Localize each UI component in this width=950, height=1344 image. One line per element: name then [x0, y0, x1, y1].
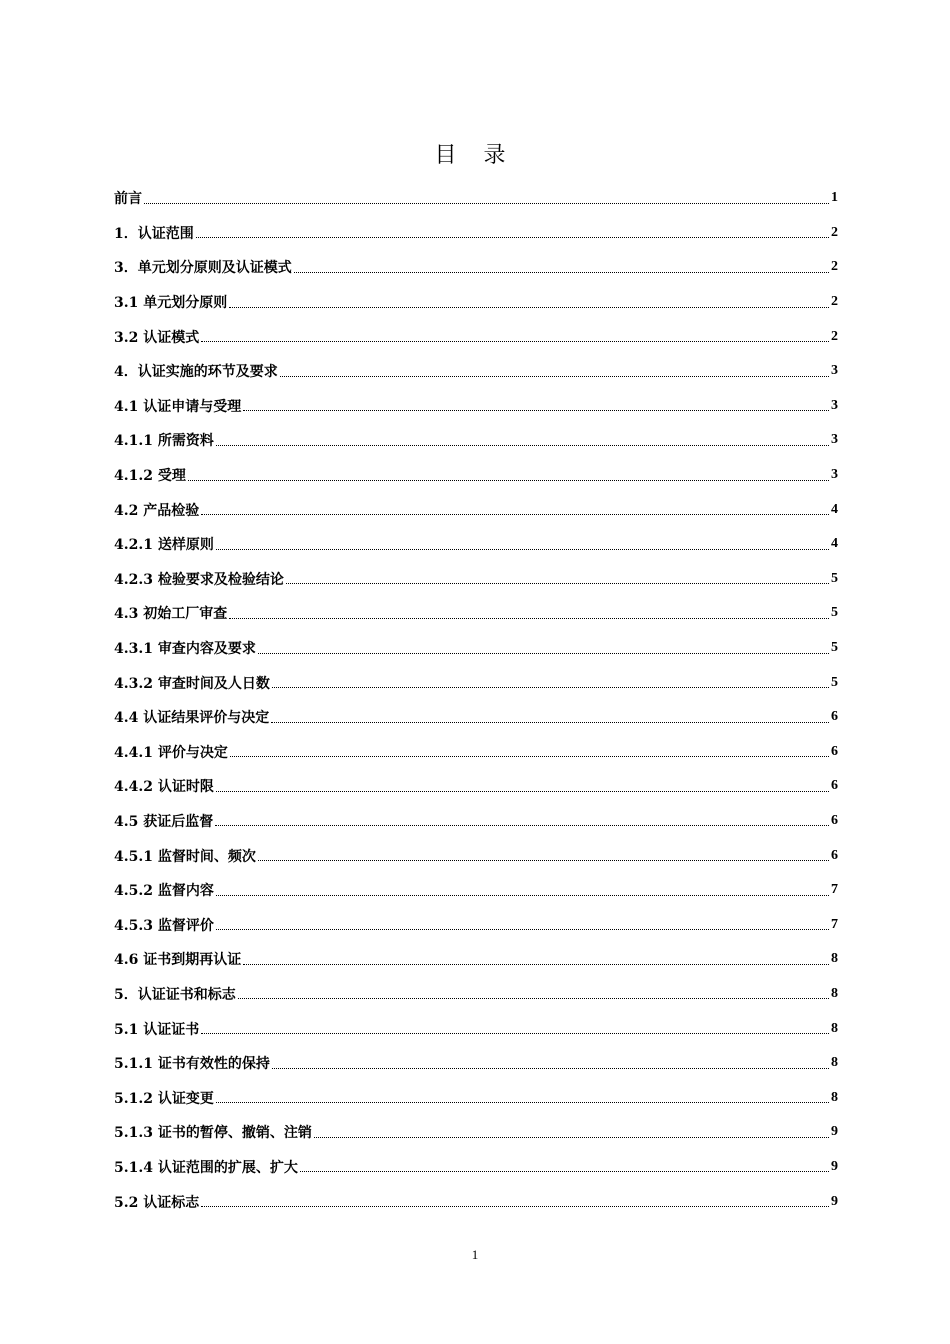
toc-entry-page: 9 — [831, 1124, 838, 1140]
toc-entry[interactable] — [114, 389, 838, 424]
toc-entry-label: 4.5.1 监督时间、频次 — [114, 848, 256, 865]
toc-entry-page: 9 — [831, 1193, 838, 1209]
toc-dot-leader — [280, 376, 829, 377]
toc-entry-label: 4.5 获证后监督 — [114, 813, 214, 830]
toc-entry-label: 4.3.2 审查时间及人日数 — [114, 675, 270, 692]
toc-entry-page: 4 — [831, 501, 838, 517]
toc-entry[interactable] — [114, 1080, 838, 1115]
toc-entry-page: 3 — [831, 432, 838, 448]
toc-entry-page: 2 — [831, 328, 838, 344]
toc-entry[interactable] — [114, 492, 838, 527]
toc-entry[interactable] — [114, 423, 838, 458]
toc-entry-label: 5.1.3 证书的暂停、撤销、注销 — [114, 1125, 312, 1142]
toc-entry-label: 4.2.1 送样原则 — [114, 537, 214, 554]
toc-dot-leader — [314, 1137, 829, 1138]
toc-dot-leader — [188, 480, 829, 481]
toc-entry-label: 4.2 产品检验 — [114, 502, 200, 519]
toc-entry-label: 3.1 单元划分原则 — [114, 295, 228, 312]
toc-entry[interactable] — [114, 596, 838, 631]
toc-dot-leader — [216, 445, 829, 446]
toc-entry[interactable] — [114, 181, 838, 216]
toc-dot-leader — [258, 653, 829, 654]
toc-dot-leader — [243, 964, 829, 965]
toc-entry-label: 5.1 认证证书 — [114, 1021, 200, 1038]
toc-entry-page: 6 — [831, 709, 838, 725]
toc-entry[interactable] — [114, 942, 838, 977]
toc-entry-page: 2 — [831, 259, 838, 275]
toc-entry[interactable] — [114, 285, 838, 320]
toc-entry[interactable] — [114, 458, 838, 493]
toc-entry-page: 8 — [831, 1020, 838, 1036]
toc-entry-page: 8 — [831, 951, 838, 967]
toc-entry-page: 8 — [831, 985, 838, 1001]
toc-entry-page: 6 — [831, 847, 838, 863]
toc-entry-page: 2 — [831, 224, 838, 240]
toc-entry-page: 4 — [831, 536, 838, 552]
toc-dot-leader — [144, 203, 829, 204]
toc-entry-page: 7 — [831, 916, 838, 932]
toc-entry-page: 3 — [831, 397, 838, 413]
toc-entry-label: 1．认证范围 — [114, 225, 194, 242]
toc-dot-leader — [216, 895, 829, 896]
toc-entry[interactable] — [114, 873, 838, 908]
toc-entry-label: 4.6 证书到期再认证 — [114, 952, 242, 969]
toc-dot-leader — [216, 549, 829, 550]
toc-entry-page: 6 — [831, 743, 838, 759]
toc-dot-leader — [300, 1171, 829, 1172]
toc-title: 目 录 — [434, 143, 516, 168]
toc-entry[interactable] — [114, 1011, 838, 1046]
toc-entry-label: 3.2 认证模式 — [114, 329, 200, 346]
toc-entry-page: 9 — [831, 1158, 838, 1174]
toc-entry-page: 5 — [831, 640, 838, 656]
toc-entry-label: 4.4.1 评价与决定 — [114, 744, 228, 761]
toc-dot-leader — [201, 1033, 829, 1034]
toc-dot-leader — [229, 618, 829, 619]
toc-entry[interactable] — [114, 319, 838, 354]
toc-entry-page: 6 — [831, 812, 838, 828]
toc-entry[interactable] — [114, 735, 838, 770]
toc-entry-label: 4.3.1 审查内容及要求 — [114, 641, 256, 658]
toc-entry-label: 4.5.2 监督内容 — [114, 883, 214, 900]
toc-entry-label: 5.2 认证标志 — [114, 1194, 200, 1211]
toc-entry-page: 5 — [831, 570, 838, 586]
toc-entry-label: 4.2.3 检验要求及检验结论 — [114, 571, 284, 588]
toc-entry[interactable] — [114, 1046, 838, 1081]
toc-dot-leader — [196, 237, 829, 238]
table-of-contents — [114, 181, 838, 1219]
toc-entry-page: 7 — [831, 882, 838, 898]
toc-dot-leader — [216, 1102, 829, 1103]
toc-entry[interactable] — [114, 354, 838, 389]
toc-entry[interactable] — [114, 838, 838, 873]
toc-entry-label: 5．认证证书和标志 — [114, 986, 236, 1003]
toc-dot-leader — [294, 272, 829, 273]
toc-dot-leader — [216, 929, 829, 930]
toc-entry-label: 4.1 认证申请与受理 — [114, 398, 242, 415]
toc-entry-label: 5.1.4 认证范围的扩展、扩大 — [114, 1159, 298, 1176]
toc-entry-label: 5.1.2 认证变更 — [114, 1090, 214, 1107]
toc-entry-label: 4．认证实施的环节及要求 — [114, 364, 278, 381]
toc-entry-label: 4.4 认证结果评价与决定 — [114, 710, 270, 727]
toc-entry-label: 4.4.2 认证时限 — [114, 779, 214, 796]
toc-dot-leader — [238, 998, 829, 999]
toc-entry-page: 8 — [831, 1055, 838, 1071]
toc-entry[interactable] — [114, 1150, 838, 1185]
toc-entry-page: 1 — [831, 190, 838, 206]
toc-entry-page: 3 — [831, 363, 838, 379]
toc-entry-page: 5 — [831, 674, 838, 690]
toc-entry[interactable] — [114, 631, 838, 666]
toc-dot-leader — [272, 1068, 829, 1069]
toc-entry-label: 4.5.3 监督评价 — [114, 917, 214, 934]
toc-entry-label: 前言 — [114, 191, 142, 208]
toc-entry-page: 6 — [831, 778, 838, 794]
toc-entry-page: 5 — [831, 605, 838, 621]
page-number: 1 — [471, 1247, 479, 1262]
toc-dot-leader — [272, 687, 829, 688]
toc-entry[interactable] — [114, 769, 838, 804]
toc-entry[interactable] — [114, 804, 838, 839]
toc-entry[interactable] — [114, 1184, 838, 1219]
toc-dot-leader — [243, 410, 829, 411]
toc-dot-leader — [229, 307, 829, 308]
toc-entry-page: 2 — [831, 294, 838, 310]
toc-dot-leader — [286, 583, 829, 584]
toc-entry-label: 3．单元划分原则及认证模式 — [114, 260, 292, 277]
toc-entry-page: 3 — [831, 467, 838, 483]
toc-entry[interactable] — [114, 216, 838, 251]
toc-entry-label: 4.1.2 受理 — [114, 468, 186, 485]
toc-entry[interactable] — [114, 1115, 838, 1150]
toc-entry[interactable] — [114, 977, 838, 1012]
toc-entry-label: 4.1.1 所需资料 — [114, 433, 214, 450]
toc-entry[interactable] — [114, 250, 838, 285]
toc-entry[interactable] — [114, 527, 838, 562]
toc-dot-leader — [201, 514, 829, 515]
toc-entry-page: 8 — [831, 1089, 838, 1105]
toc-dot-leader — [230, 756, 829, 757]
toc-entry[interactable] — [114, 700, 838, 735]
toc-entry[interactable] — [114, 665, 838, 700]
toc-entry-label: 5.1.1 证书有效性的保持 — [114, 1056, 270, 1073]
toc-dot-leader — [201, 341, 829, 342]
toc-entry-label: 4.3 初始工厂审查 — [114, 606, 228, 623]
toc-dot-leader — [271, 722, 829, 723]
toc-entry[interactable] — [114, 562, 838, 597]
toc-dot-leader — [215, 825, 829, 826]
toc-entry[interactable] — [114, 907, 838, 942]
toc-dot-leader — [216, 791, 829, 792]
toc-dot-leader — [201, 1206, 829, 1207]
toc-dot-leader — [258, 860, 829, 861]
